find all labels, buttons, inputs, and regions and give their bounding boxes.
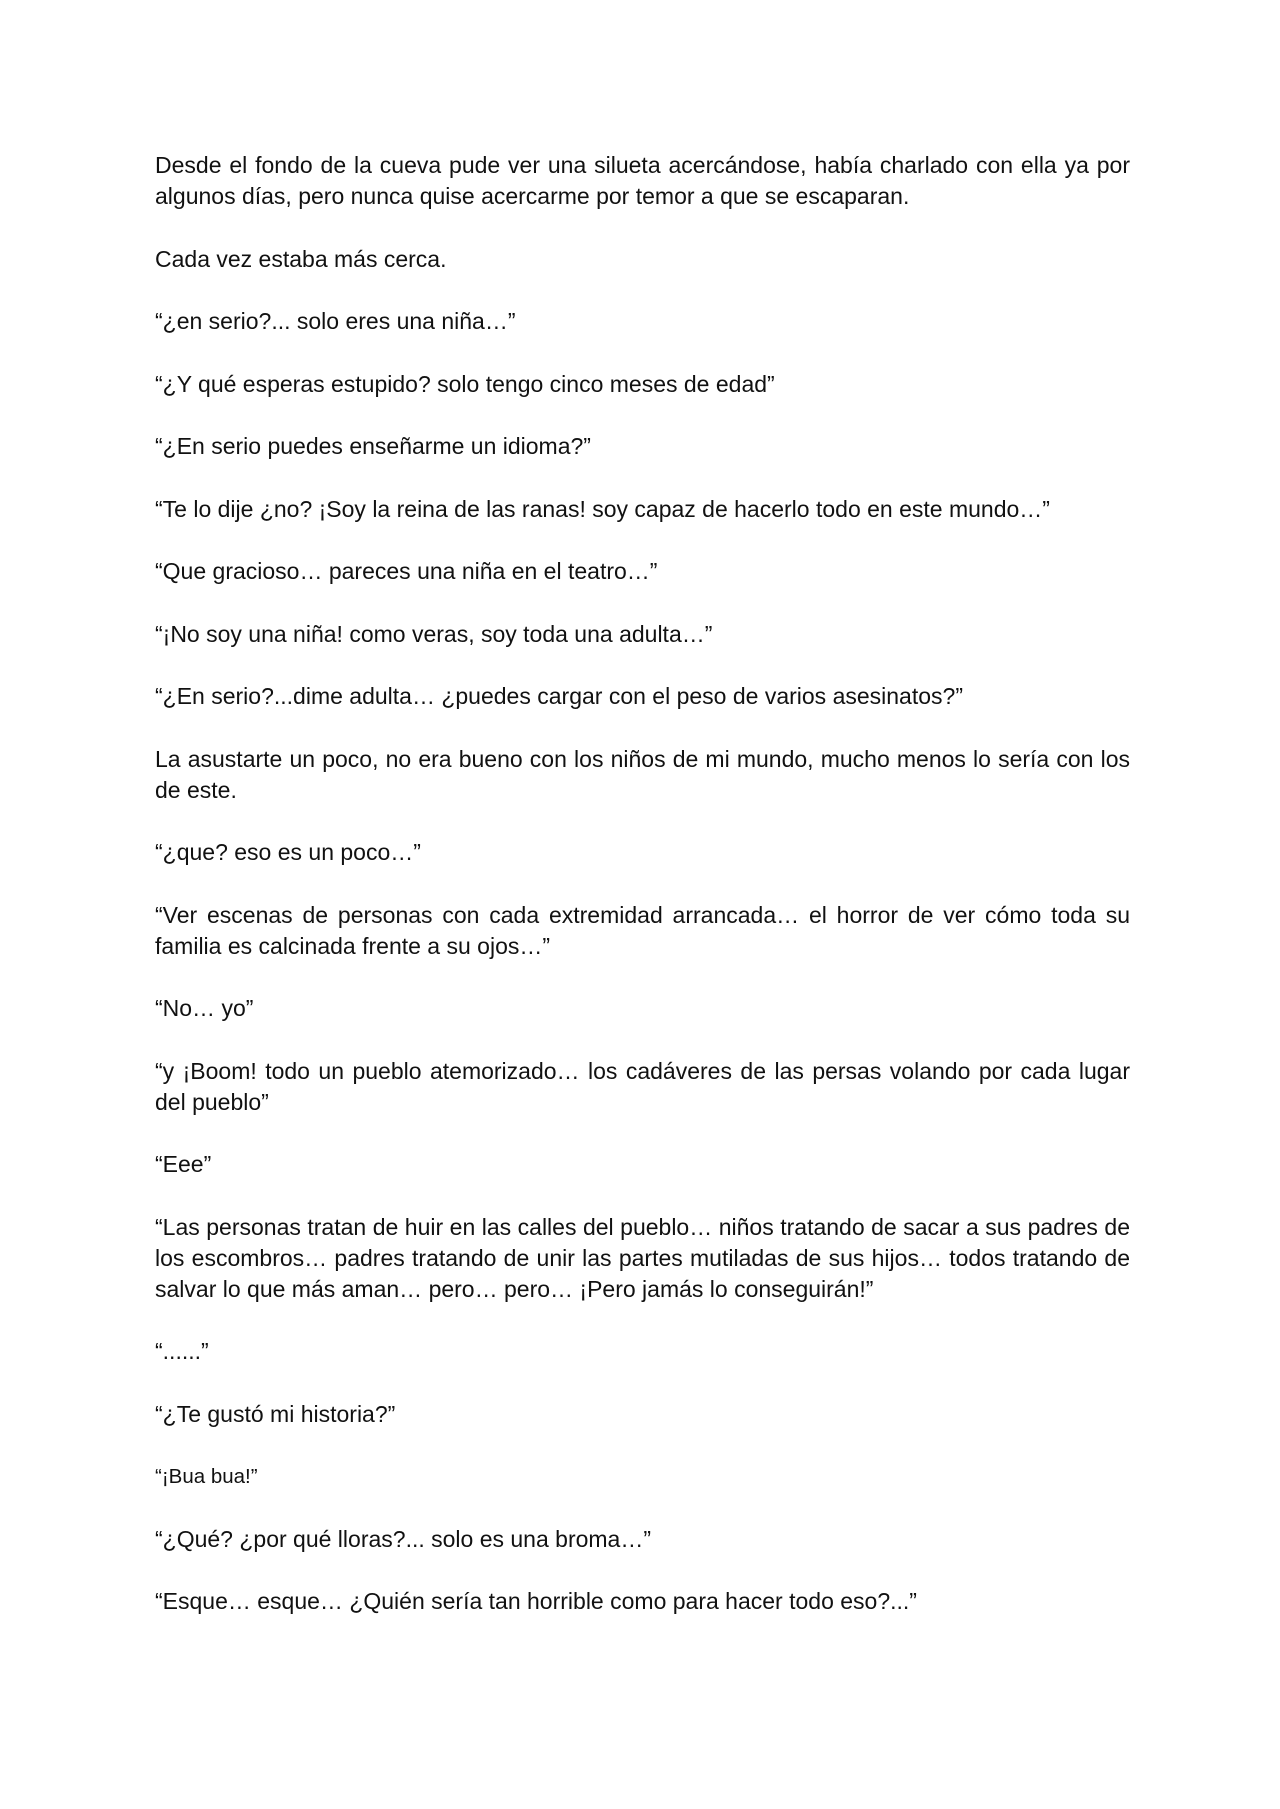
paragraph: “¡Bua bua!”: [155, 1465, 258, 1488]
paragraph: “......”: [155, 1338, 209, 1364]
paragraph: Cada vez estaba más cerca.: [155, 245, 447, 272]
paragraph: “Esque… esque… ¿Quién sería tan horrible como para hacer todo eso?...”: [155, 1588, 917, 1614]
document-body: [155, 150, 1130, 1649]
paragraph: “Te lo dije ¿no? ¡Soy la reina de las ranas! soy capaz de hacerlo todo en este mundo…”: [155, 495, 1050, 522]
paragraph: “¿En serio?...dime adulta… ¿puedes cargar con el peso de varios asesinatos?”: [155, 683, 963, 709]
paragraph: “¡No soy una niña! como veras, soy toda una adulta…”: [155, 620, 713, 647]
paragraph: “Ver escenas de personas con cada extremidad arrancada… el horror de ver cómo toda su familia es calcinada frente a su ojos…”: [155, 901, 1130, 959]
paragraph: “No… yo”: [155, 995, 254, 1021]
paragraph: La asustarte un poco, no era bueno con los niños de mi mundo, mucho menos lo sería con los de este.: [155, 745, 1130, 803]
paragraph: “¿que? eso es un poco…”: [155, 839, 421, 865]
paragraph: “¿Qué? ¿por qué lloras?... solo es una broma…”: [155, 1525, 652, 1552]
paragraph: “Las personas tratan de huir en las calles del pueblo… niños tratando de sacar a sus padres de los escombros… padres tratando de unir las partes mutiladas de sus hijos… todos tratando de salvar lo que más aman… pero… pero… ¡Pero jamás lo conseguirán!”: [155, 1213, 1130, 1302]
paragraph: “¿En serio puedes enseñarme un idioma?”: [155, 433, 591, 459]
paragraph: “¿en serio?... solo eres una niña…”: [155, 308, 516, 334]
paragraph: “¿Y qué esperas estupido? solo tengo cinco meses de edad”: [155, 370, 775, 397]
paragraph: “Eee”: [155, 1151, 212, 1177]
paragraph: Desde el fondo de la cueva pude ver una silueta acercándose, había charlado con ella ya por algunos días, pero nunca quise acercarme por temor a que se escaparan.: [155, 152, 1130, 209]
paragraph: “y ¡Boom! todo un pueblo atemorizado… los cadáveres de las persas volando por cada lugar del pueblo”: [155, 1057, 1130, 1115]
paragraph: “¿Te gustó mi historia?”: [155, 1400, 396, 1427]
paragraph: “Que gracioso… pareces una niña en el teatro…”: [155, 558, 658, 584]
